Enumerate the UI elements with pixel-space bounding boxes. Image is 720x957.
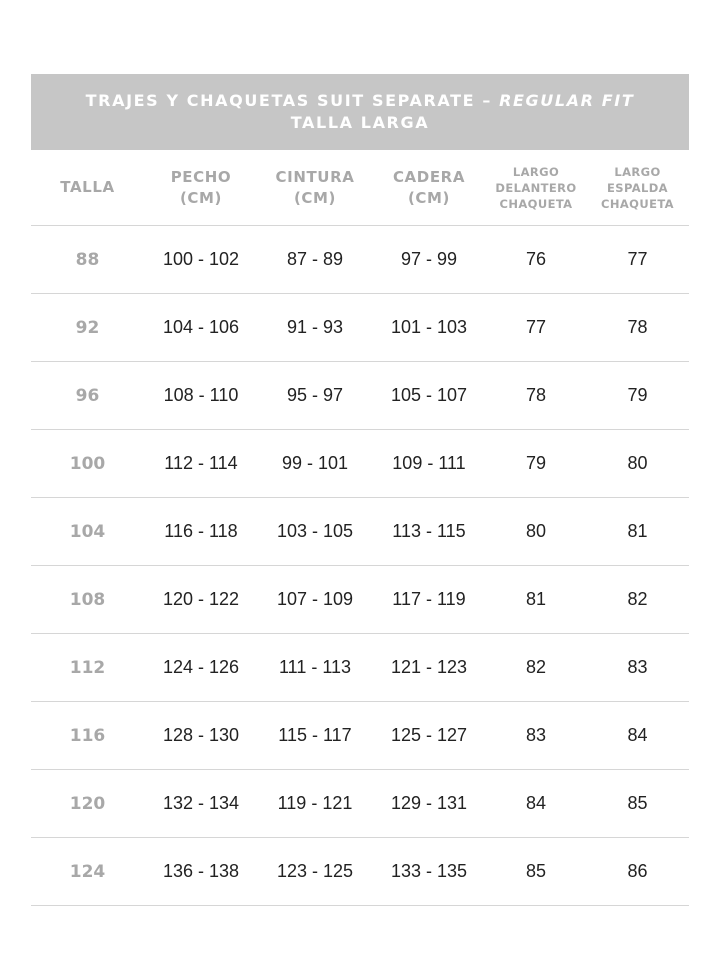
hip-cell: 101 - 103	[390, 317, 468, 337]
chest-cell: 112 - 114	[164, 453, 238, 473]
table-row	[31, 498, 689, 566]
header-label-line: LARGO	[614, 164, 661, 179]
table-title	[86, 90, 635, 112]
table-subtitle: TALLA LARGA	[290, 113, 430, 132]
back-length-cell: 83	[627, 657, 648, 677]
waist-cell: 95 - 97	[286, 385, 344, 405]
hip-cell: 109 - 111	[392, 453, 466, 473]
back-length-cell: 77	[627, 249, 648, 269]
back-length-cell: 84	[627, 725, 648, 745]
header-cintura	[258, 150, 372, 225]
waist-cell: 111 - 113	[278, 657, 352, 677]
front-length-cell: 77	[525, 317, 547, 337]
header-label-line: PECHO	[170, 167, 232, 186]
table-row	[31, 226, 689, 294]
table-row	[31, 770, 689, 838]
hip-cell: 113 - 115	[392, 521, 466, 541]
table-row	[31, 634, 689, 702]
front-length-cell: 84	[525, 793, 547, 813]
header-talla	[31, 150, 144, 225]
size-cell: 88	[75, 249, 100, 270]
front-length-cell: 83	[525, 725, 547, 745]
table-title-banner	[31, 74, 689, 150]
front-length-cell: 76	[525, 249, 547, 269]
waist-cell: 119 - 121	[277, 793, 353, 813]
header-label-line: CINTURA	[275, 167, 355, 186]
size-cell: 100	[69, 453, 106, 474]
header-largo-espalda	[586, 150, 689, 225]
hip-cell: 133 - 135	[390, 861, 468, 881]
size-cell: 104	[69, 521, 106, 542]
table-title-fit: REGULAR FIT	[499, 91, 635, 110]
table-body	[31, 226, 689, 906]
table-row	[31, 702, 689, 770]
header-pecho	[144, 150, 258, 225]
hip-cell: 125 - 127	[390, 725, 468, 745]
back-length-cell: 86	[627, 861, 648, 881]
back-length-cell: 79	[627, 385, 648, 405]
header-label-line: CHAQUETA	[499, 196, 573, 211]
header-label-line: (CM)	[407, 188, 451, 207]
size-cell: 112	[69, 657, 106, 678]
chest-cell: 120 - 122	[162, 589, 240, 609]
column-header-row	[31, 150, 689, 226]
table-row	[31, 294, 689, 362]
size-cell: 92	[75, 317, 100, 338]
header-label-line: LARGO	[512, 164, 560, 179]
table-row	[31, 838, 689, 906]
chest-cell: 132 - 134	[162, 793, 240, 813]
header-label-line: ESPALDA	[607, 180, 668, 195]
table-row	[31, 566, 689, 634]
header-label-line: CHAQUETA	[601, 196, 674, 211]
front-length-cell: 81	[525, 589, 547, 609]
hip-cell: 129 - 131	[390, 793, 468, 813]
size-cell: 108	[69, 589, 106, 610]
size-cell: 96	[75, 385, 100, 406]
header-label-line: (CM)	[293, 188, 337, 207]
table-title-main: TRAJES Y CHAQUETAS SUIT SEPARATE –	[85, 91, 500, 110]
hip-cell: 97 - 99	[400, 249, 458, 269]
waist-cell: 87 - 89	[286, 249, 344, 269]
chest-cell: 116 - 118	[164, 521, 238, 541]
chest-cell: 104 - 106	[162, 317, 240, 337]
chest-cell: 100 - 102	[162, 249, 240, 269]
header-label-line: TALLA	[60, 178, 115, 196]
header-label-line: CADERA	[392, 167, 466, 186]
back-length-cell: 85	[627, 793, 648, 813]
chest-cell: 136 - 138	[162, 861, 240, 881]
hip-cell: 117 - 119	[392, 589, 466, 609]
waist-cell: 123 - 125	[276, 861, 354, 881]
front-length-cell: 85	[525, 861, 547, 881]
back-length-cell: 80	[627, 453, 648, 473]
size-cell: 116	[69, 725, 106, 746]
front-length-cell: 80	[525, 521, 547, 541]
header-cadera	[372, 150, 486, 225]
header-label-line: (CM)	[179, 188, 223, 207]
back-length-cell: 82	[627, 589, 648, 609]
waist-cell: 103 - 105	[276, 521, 354, 541]
table-row	[31, 362, 689, 430]
back-length-cell: 78	[627, 317, 648, 337]
front-length-cell: 82	[525, 657, 547, 677]
back-length-cell: 81	[627, 521, 648, 541]
front-length-cell: 78	[525, 385, 547, 405]
hip-cell: 121 - 123	[390, 657, 468, 677]
waist-cell: 91 - 93	[286, 317, 344, 337]
waist-cell: 99 - 101	[281, 453, 349, 473]
front-length-cell: 79	[525, 453, 547, 473]
chest-cell: 128 - 130	[162, 725, 240, 745]
size-chart-table	[31, 74, 689, 906]
table-row	[31, 430, 689, 498]
header-largo-delantero	[486, 150, 586, 225]
size-cell: 124	[69, 861, 106, 882]
size-cell: 120	[69, 793, 106, 814]
waist-cell: 115 - 117	[278, 725, 352, 745]
header-label-line: DELANTERO	[495, 180, 577, 195]
chest-cell: 124 - 126	[162, 657, 240, 677]
chest-cell: 108 - 110	[163, 385, 239, 405]
waist-cell: 107 - 109	[276, 589, 354, 609]
hip-cell: 105 - 107	[390, 385, 468, 405]
